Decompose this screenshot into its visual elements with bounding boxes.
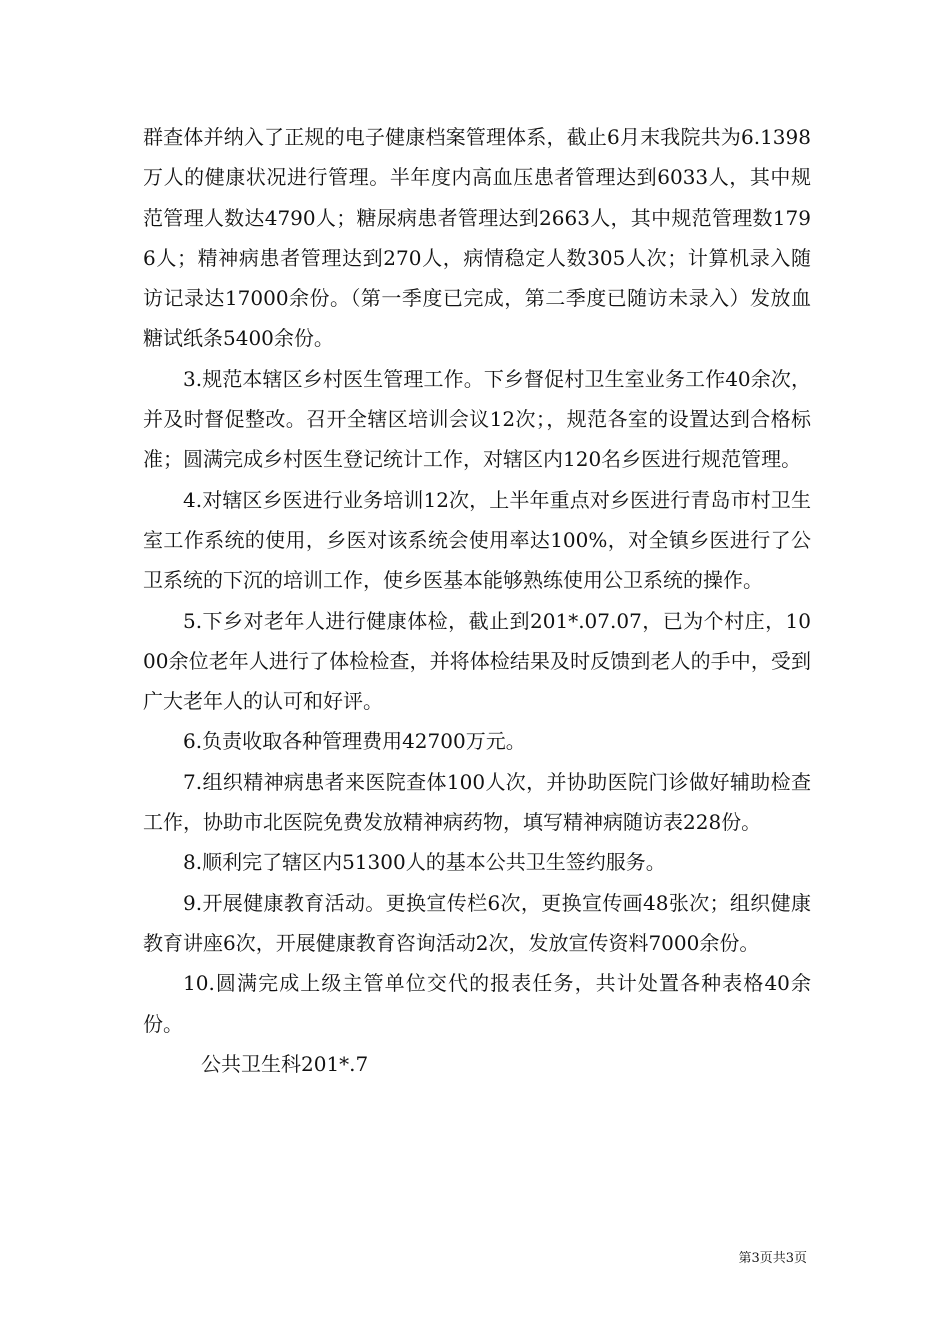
paragraph-item-8: 8.顺利完了辖区内51300人的基本公共卫生签约服务。	[183, 850, 666, 875]
paragraph-item-7: 7.组织精神病患者来医院查体100人次，并协助医院门诊做好辅助检查工作，协助市北医院免费发放精神病药物，填写精神病随访表228份。	[143, 769, 811, 835]
signature-line: 公共卫生科201*.7	[201, 1051, 369, 1076]
document-body	[143, 117, 811, 1084]
page-number-footer: 第3页共3页	[738, 1251, 807, 1266]
paragraph-continuation: 群查体并纳入了正规的电子健康档案管理体系，截止6月末我院共为6.1398万人的健康状况进行管理。半年度内高血压患者管理达到6033人，其中规范管理人数达4790人；糖尿病患者管理达到2663人，其中规范管理数1796人；精神病患者管理达到270人，病情稳定人数305人次；计算机录入随访记录达17000余份。（第一季度已完成，第二季度已随访未录入）发放血糖试纸条5400余份。	[143, 125, 811, 351]
paragraph-item-5: 5.下乡对老年人进行健康体检，截止到201*.07.07，已为个村庄，1000余位老年人进行了体检检查，并将体检结果及时反馈到老人的手中，受到广大老年人的认可和好评。	[143, 608, 811, 714]
paragraph-item-6: 6.负责收取各种管理费用42700万元。	[183, 729, 526, 754]
paragraph-item-3: 3.规范本辖区乡村医生管理工作。下乡督促村卫生室业务工作40余次，并及时督促整改。召开全辖区培训会议12次；，规范各室的设置达到合格标准；圆满完成乡村医生登记统计工作，对辖区内120名乡医进行规范管理。	[143, 366, 811, 472]
paragraph-item-9: 9.开展健康教育活动。更换宣传栏6次，更换宣传画48张次；组织健康教育讲座6次，开展健康教育咨询活动2次，发放宣传资料7000余份。	[143, 890, 811, 955]
paragraph-item-10: 10.圆满完成上级主管单位交代的报表任务，共计处置各种表格40余份。	[143, 971, 811, 1036]
paragraph-item-4: 4.对辖区乡医进行业务培训12次，上半年重点对乡医进行青岛市村卫生室工作系统的使用，乡医对该系统会使用率达100%，对全镇乡医进行了公卫系统的下沉的培训工作，使乡医基本能够熟练使用公卫系统的操作。	[143, 487, 811, 593]
